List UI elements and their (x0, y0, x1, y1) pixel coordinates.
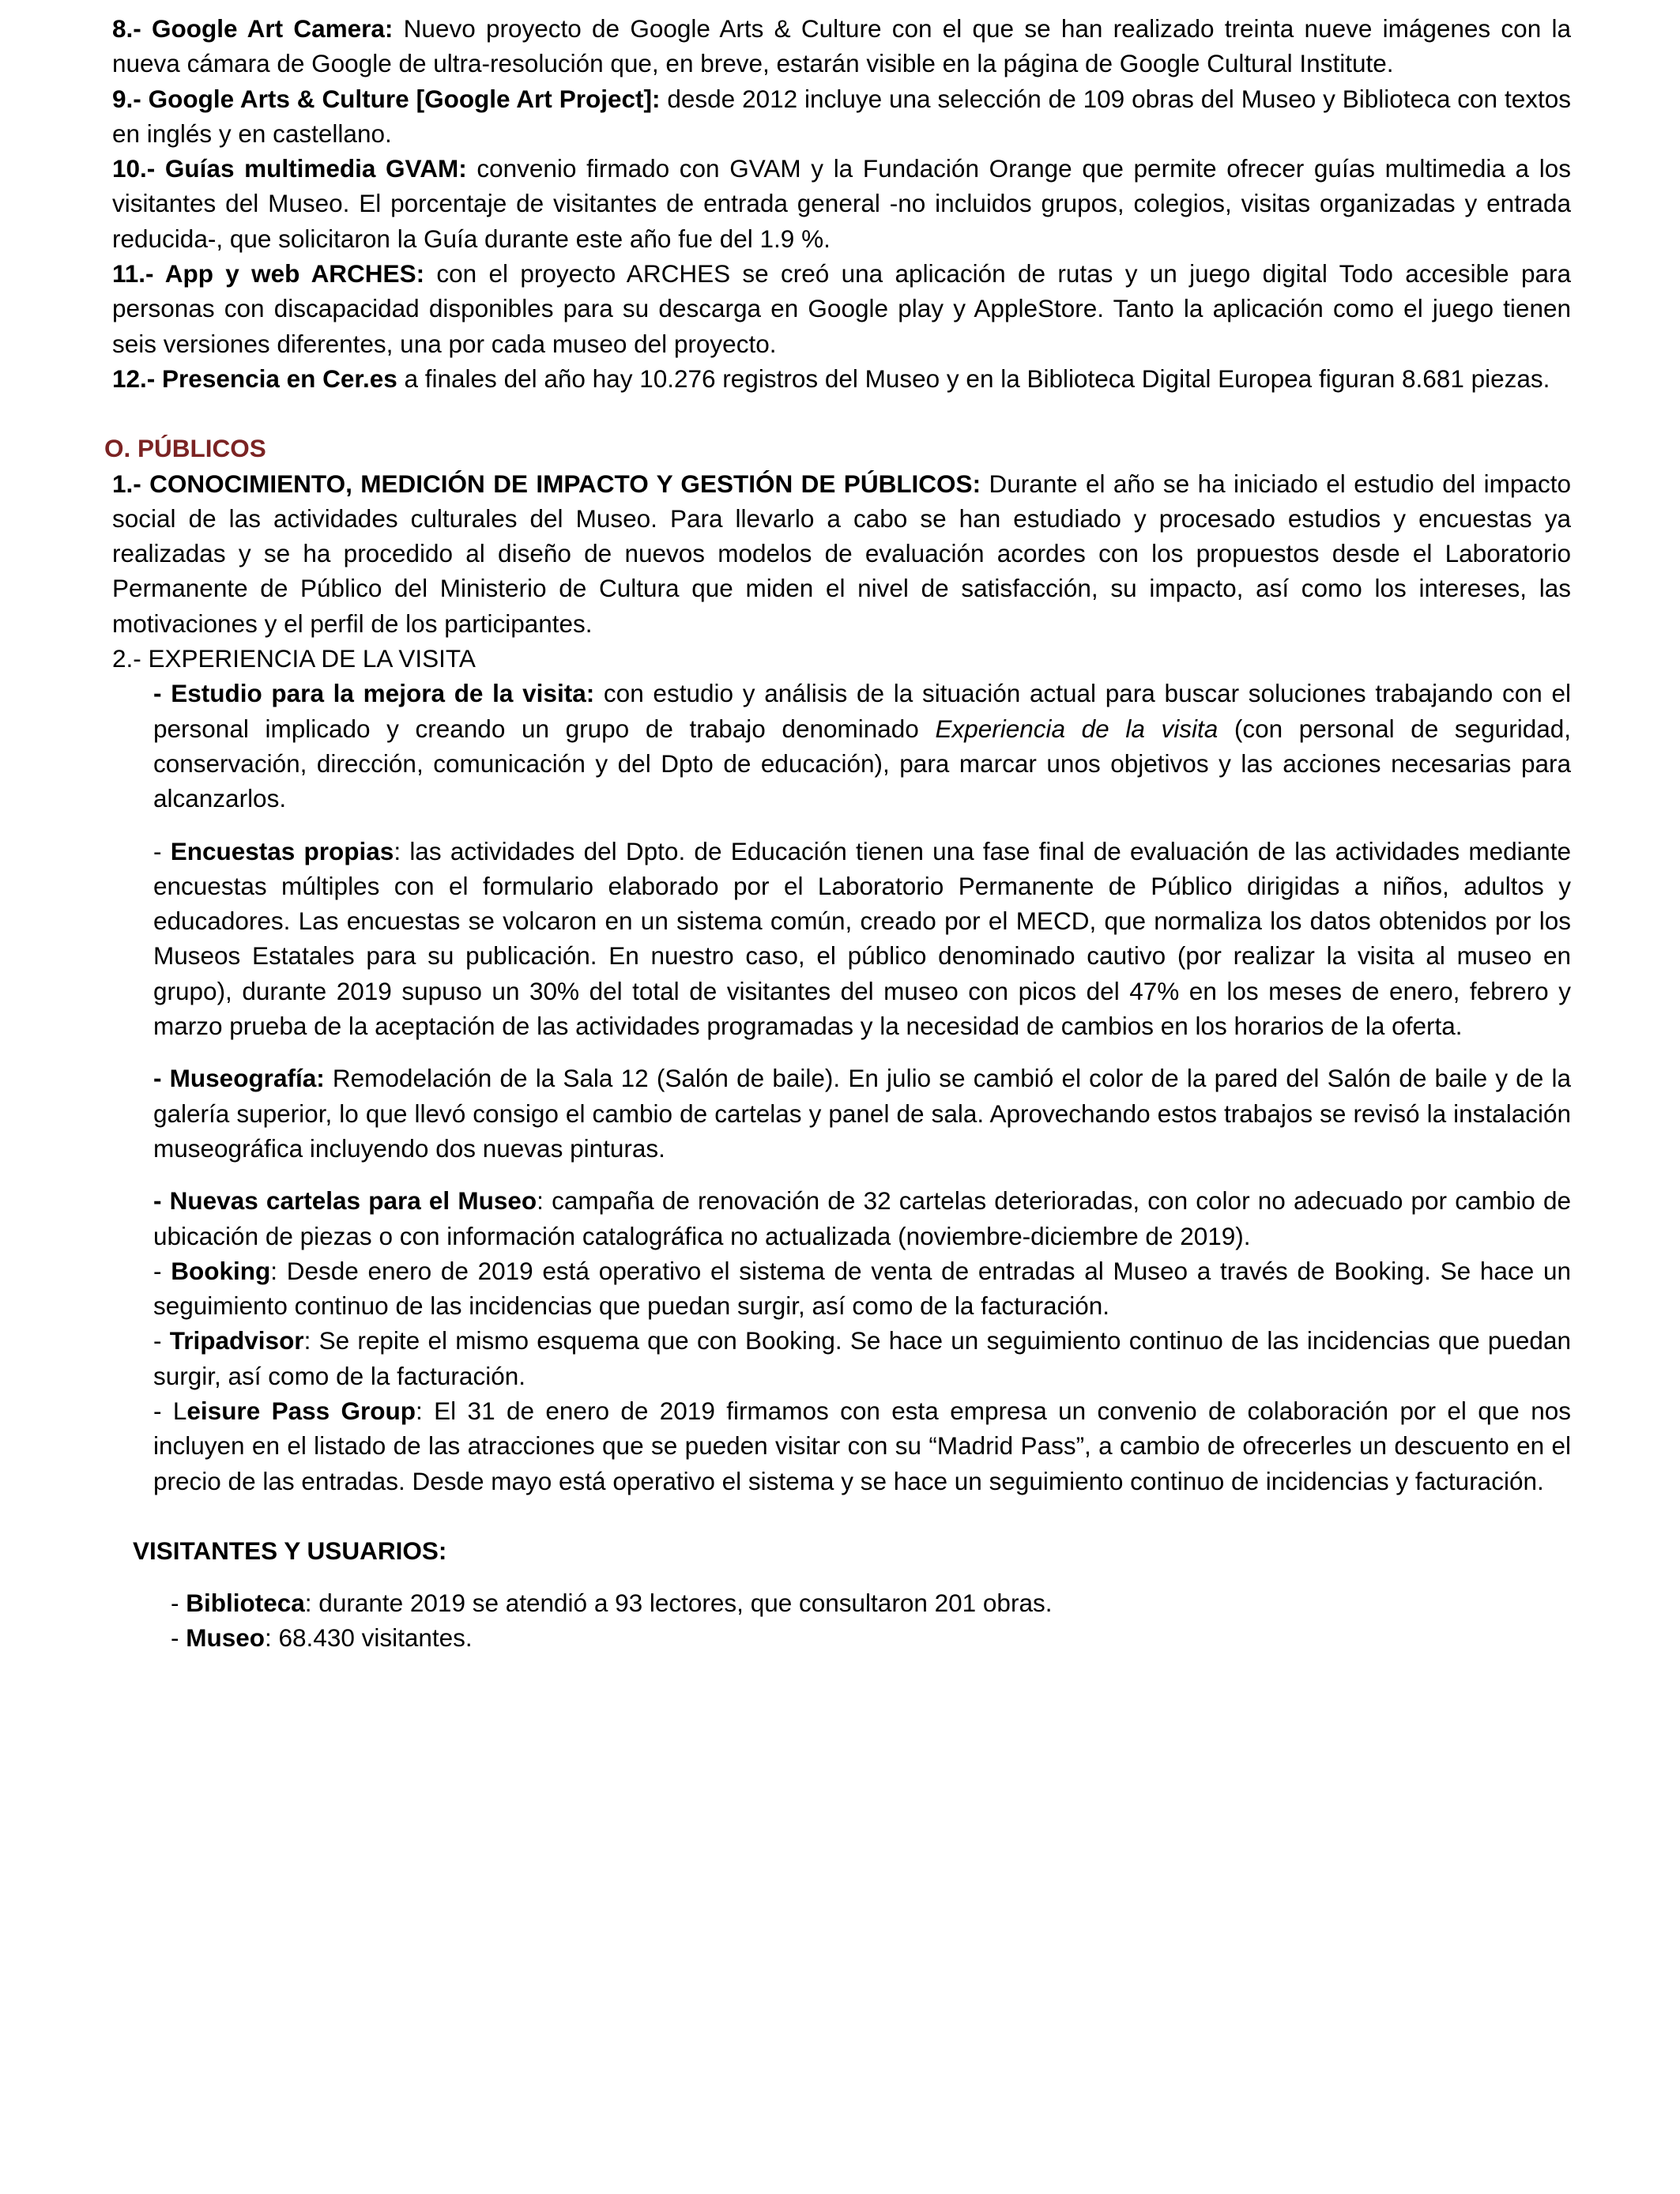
visitantes-biblioteca (112, 1585, 1571, 1620)
sub-estudio (112, 676, 1571, 816)
vis-label: Museo (186, 1623, 266, 1653)
sub-text: : campaña de renovación de 32 cartelas deterioradas, con color no adecuado por cambio de ubicación de piezas o con información catalográfica no actualizada (noviembre-diciembre de 2019). (153, 1186, 1571, 1250)
sub-label: Booking (171, 1256, 271, 1285)
item-experiencia-title: 2.- EXPERIENCIA DE LA VISITA (112, 644, 476, 673)
item-google-art-camera (112, 11, 1571, 81)
sub-label: - Estudio para la mejora de la visita: (153, 679, 595, 708)
item-text: Nuevo proyecto de Google Arts & Culture con el que se han realizado treinta nueve imágenes con la nueva cámara de Google de ultra-resolución que, en breve, estarán visible en la página de Google Cultural Institute. (112, 14, 1571, 78)
vis-text: : 68.430 visitantes. (265, 1623, 473, 1653)
sub-cartelas (112, 1183, 1571, 1253)
item-label: 12.- Presencia en Cer.es (112, 364, 397, 393)
item-google-arts-culture (112, 81, 1571, 152)
sub-leisure-pass (112, 1393, 1571, 1498)
sub-label: Tripadvisor (169, 1326, 304, 1355)
sub-dash: - (153, 1256, 171, 1285)
sub-text: con estudio y análisis de la situación actual para buscar soluciones trabajando con el personal implicado y creando un grupo de trabajo denominado (153, 679, 1571, 743)
sub-museografia (112, 1061, 1571, 1166)
sub-text: (con personal de seguridad, conservación, dirección, comunicación y del Dpto de educación), para marcar unos objetivos y las acciones necesarias para alcanzarlos. (153, 714, 1571, 813)
sub-label: - Nuevas cartelas para el Museo (153, 1186, 537, 1216)
item-text: Durante el año se ha iniciado el estudio del impacto social de las actividades culturales del Museo. Para llevarlo a cabo se han estudiado y procesado estudios y encuestas ya realizadas y se ha procedido al diseño de nuevos modelos de evaluación acordes con los propuestos desde el Laboratorio Permanente de Público del Ministerio de Cultura que miden el nivel de satisfacción, su impacto, así como los intereses, las motivaciones y el perfil de los participantes. (112, 469, 1571, 638)
item-conocimiento (112, 466, 1571, 641)
sub-label: eisure Pass Group (186, 1396, 416, 1425)
sub-tripadvisor (112, 1323, 1571, 1393)
item-text: a finales del año hay 10.276 registros del Museo y en la Biblioteca Digital Europea figuran 8.681 piezas. (397, 364, 1550, 393)
item-guias-multimedia (112, 151, 1571, 256)
sub-text: : las actividades del Dpto. de Educación tienen una fase final de evaluación de las actividades mediante encuestas múltiples con el formulario elaborado por el Laboratorio Permanente de Público dirigidas a niños, adultos y educadores. Las encuestas se volcaron en un sistema común, creado por el MECD, que normaliza los datos obtenidos por los Museos Estatales para su publicación. En nuestro caso, el público denominado cautivo (por realizar la visita al museo en grupo), durante 2019 supuso un 30% del total de visitantes del museo con picos del 47% en los meses de enero, febrero y marzo prueba de la aceptación de las actividades programadas y la necesidad de cambios en los horarios de la oferta. (153, 836, 1571, 1041)
sub-label: - Museografía: (153, 1064, 325, 1093)
visitantes-museo (112, 1620, 1571, 1655)
sub-dash: - L (153, 1396, 187, 1425)
sub-encuestas (112, 834, 1571, 1044)
sub-italic: Experiencia de la visita (935, 714, 1219, 743)
item-text: convenio firmado con GVAM y la Fundación Orange que permite ofrecer guías multimedia a los visitantes del Museo. El porcentaje de visitantes de entrada general -no incluidos grupos, colegios, visitas organizadas y entrada reducida-, que solicitaron la Guía durante este año fue del 1.9 %. (112, 154, 1571, 253)
section-title: O. PÚBLICOS (104, 434, 266, 463)
vis-text: : durante 2019 se atendió a 93 lectores, que consultaron 201 obras. (304, 1589, 1053, 1618)
sub-dash: - (153, 1326, 170, 1355)
vis-dash: - (171, 1589, 186, 1618)
sub-label: Encuestas propias (170, 836, 394, 865)
item-text: con el proyecto ARCHES se creó una aplicación de rutas y un juego digital Todo accesible para personas con discapacidad disponibles para su descarga en Google play y AppleStore. Tanto la aplicación como el juego tienen seis versiones diferentes, una por cada museo del proyecto. (112, 259, 1571, 358)
sub-text: : Se repite el mismo esquema que con Booking. Se hace un seguimiento continuo de las incidencias que puedan surgir, así como de la facturación. (153, 1326, 1571, 1390)
item-label: 9.- Google Arts & Culture [Google Art Project]: (112, 84, 661, 113)
item-label: 11.- App y web ARCHES: (112, 259, 425, 288)
vis-label: Biblioteca (186, 1589, 305, 1618)
document-page (104, 11, 1571, 1656)
sub-text: : Desde enero de 2019 está operativo el sistema de venta de entradas al Museo a través de Booking. Se hace un seguimiento continuo de las incidencias que puedan surgir, así como de la facturación. (153, 1256, 1571, 1321)
sub-text: Remodelación de la Sala 12 (Salón de baile). En julio se cambió el color de la pared del Salón de baile y de la galería superior, lo que llevó consigo el cambio de cartelas y panel de sala. Aprovechando estos trabajos se revisó la instalación museográfica incluyendo dos nuevas pinturas. (153, 1064, 1571, 1163)
sub-dash: - (153, 836, 171, 865)
item-app-arches (112, 256, 1571, 361)
item-label: 10.- Guías multimedia GVAM: (112, 154, 467, 183)
item-text: desde 2012 incluye una selección de 109 obras del Museo y Biblioteca con textos en inglés y en castellano. (112, 84, 1571, 148)
sub-text: : El 31 de enero de 2019 firmamos con esta empresa un convenio de colaboración por el que nos incluyen en el listado de las atracciones que se pueden visitar con su “Madrid Pass”, a cambio de ofrecerles un descuento en el precio de las entradas. Desde mayo está operativo el sistema y se hace un seguimiento continuo de incidencias y facturación. (153, 1396, 1571, 1495)
item-label: 8.- Google Art Camera: (112, 14, 394, 43)
sub-booking (112, 1253, 1571, 1324)
item-presencia-cer (112, 361, 1571, 396)
item-label: 1.- CONOCIMIENTO, MEDICIÓN DE IMPACTO Y GESTIÓN DE PÚBLICOS: (112, 469, 981, 498)
vis-dash: - (171, 1623, 186, 1653)
visitantes-title: VISITANTES Y USUARIOS: (133, 1536, 447, 1565)
